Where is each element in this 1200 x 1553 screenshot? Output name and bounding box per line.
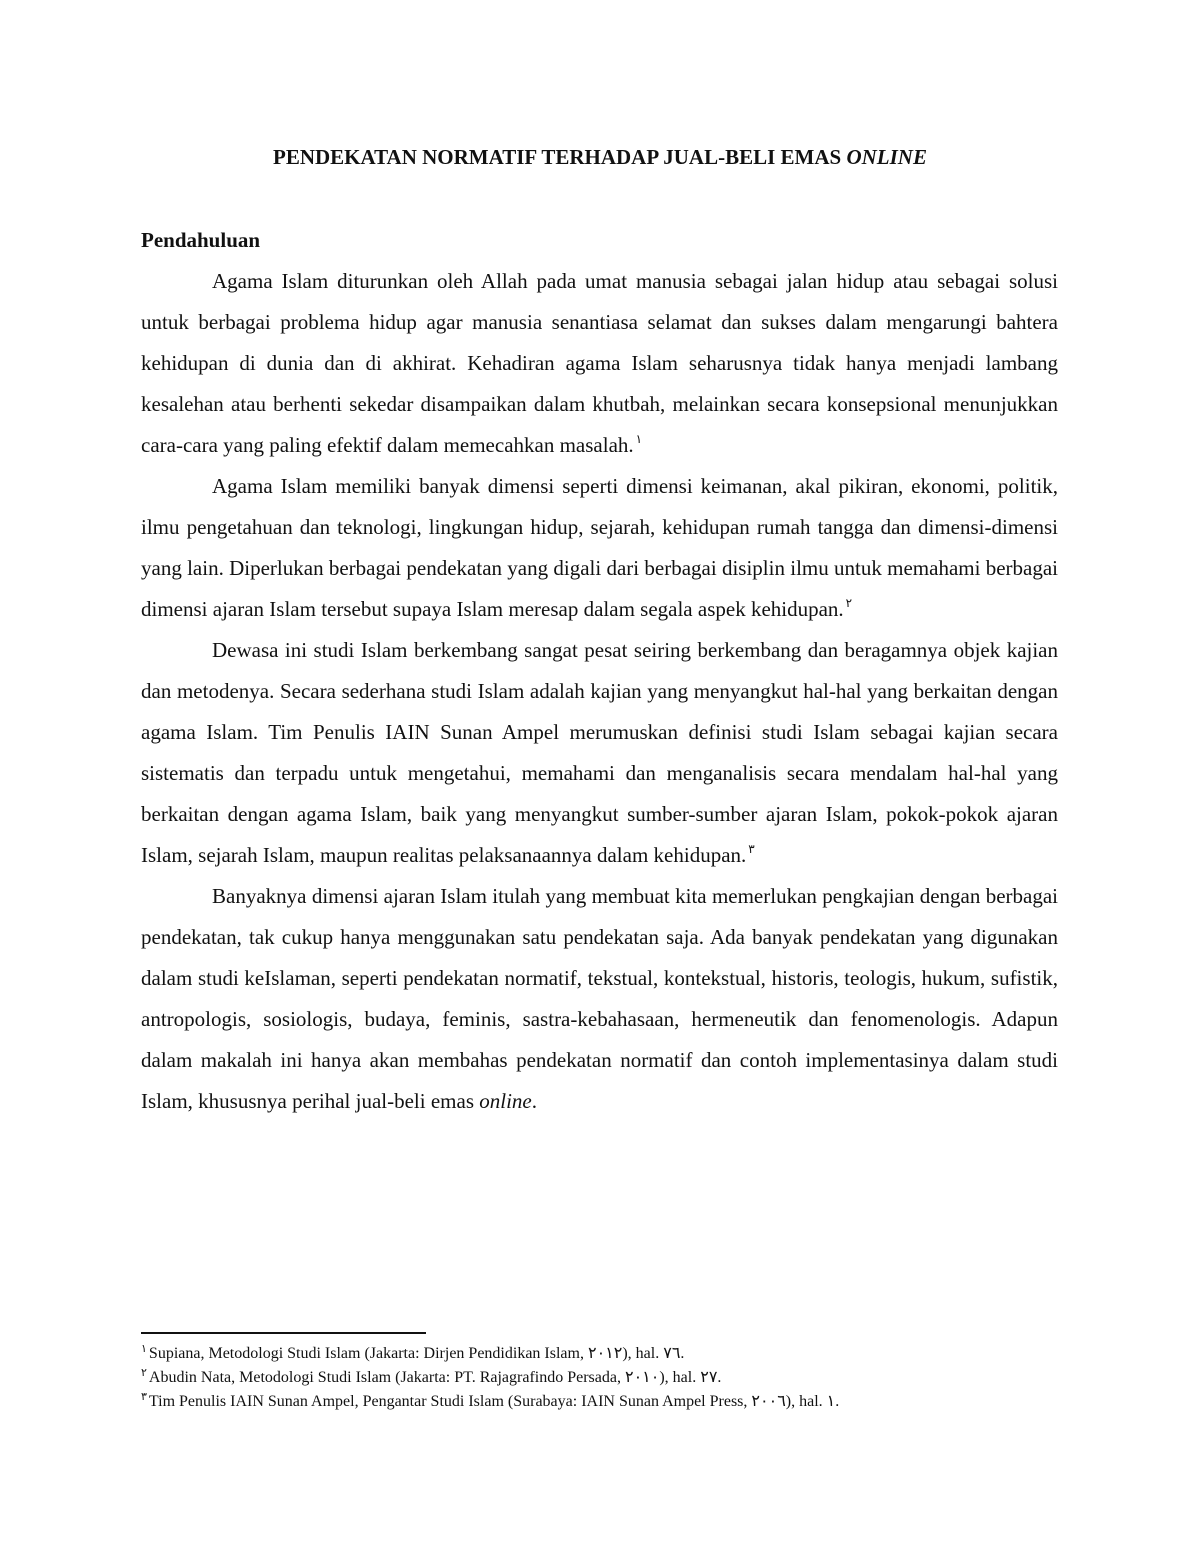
footnote-marker: ١	[141, 1343, 147, 1355]
paragraph	[141, 630, 1058, 876]
footnote	[141, 1390, 1058, 1414]
footnote-reference: ٣	[748, 842, 755, 856]
section-heading: Pendahuluan	[141, 228, 261, 252]
paragraph-text: Agama Islam memiliki banyak dimensi seperti dimensi keimanan, akal pikiran, ekonomi, politik, ilmu pengetahuan dan teknologi, lingkungan hidup, sejarah, kehidupan rumah tangga dan dimensi-dimensi yang lain. Diperlukan berbagai pendekatan yang digali dari berbagai disiplin ilmu untuk memahami berbagai dimensi ajaran Islam tersebut supaya Islam meresap dalam segala aspek kehidupan.	[141, 474, 1058, 621]
body-text	[141, 261, 1058, 1122]
footnote-reference: ١	[635, 432, 643, 446]
footnote	[141, 1366, 1058, 1390]
footnote-text: Tim Penulis IAIN Sunan Ampel, Pengantar Studi Islam (Surabaya: IAIN Sunan Ampel Press, ٢٠٠٦), hal. ١.	[148, 1393, 840, 1410]
paragraph-text: Dewasa ini studi Islam berkembang sangat pesat seiring berkembang dan beragamnya objek kajian dan metodenya. Secara sederhana studi Islam adalah kajian yang menyangkut hal-hal yang berkaitan dengan agama Islam. Tim Penulis IAIN Sunan Ampel merumuskan definisi studi Islam sebagai kajian secara sistematis dan terpadu untuk mengetahui, memahami dan menganalisis secara mendalam hal-hal yang berkaitan dengan agama Islam, baik yang menyangkut sumber-sumber ajaran Islam, pokok-pokok ajaran Islam, sejarah Islam, maupun realitas pelaksanaannya dalam kehidupan.	[141, 638, 1058, 867]
footnote	[141, 1342, 1058, 1366]
end-punctuation: .	[531, 1089, 537, 1113]
title-main: PENDEKATAN NORMATIF TERHADAP JUAL-BELI EMAS	[273, 145, 842, 169]
paragraph	[141, 261, 1058, 466]
footnote-separator	[141, 1332, 426, 1334]
paragraph	[141, 876, 1058, 1122]
document-title	[140, 141, 1060, 173]
paragraph	[141, 466, 1058, 630]
title-italic: ONLINE	[846, 145, 927, 169]
italic-word: online	[479, 1089, 532, 1113]
paragraph-text: Banyaknya dimensi ajaran Islam itulah yang membuat kita memerlukan pengkajian dengan berbagai pendekatan, tak cukup hanya menggunakan satu pendekatan saja. Ada banyak pendekatan yang digunakan dalam studi keIslaman, seperti pendekatan normatif, tekstual, kontekstual, historis, teologis, hukum, sufistik, antropologis, sosiologis, budaya, feminis, sastra-kebahasaan, hermeneutik dan fenomenologis. Adapun dalam makalah ini hanya akan membahas pendekatan normatif dan contoh implementasinya dalam studi Islam, khususnya perihal jual-beli emas	[141, 884, 1058, 1113]
paragraph-text: Agama Islam diturunkan oleh Allah pada umat manusia sebagai jalan hidup atau sebagai solusi untuk berbagai problema hidup agar manusia senantiasa selamat dan sukses dalam mengarungi bahtera kehidupan di dunia dan di akhirat. Kehadiran agama Islam seharusnya tidak hanya menjadi lambang kesalehan atau berhenti sekedar disampaikan dalam khutbah, melainkan secara konsepsional menunjukkan cara-cara yang paling efektif dalam memecahkan masalah.	[141, 269, 1058, 457]
footnote-marker: ٢	[141, 1367, 147, 1379]
footnote-text: Supiana, Metodologi Studi Islam (Jakarta: Dirjen Pendidikan Islam, ٢٠١٢), hal. ٧٦.	[148, 1345, 685, 1362]
footnote-marker: ٣	[141, 1391, 147, 1403]
footnote-text: Abudin Nata, Metodologi Studi Islam (Jakarta: PT. Rajagrafindo Persada, ٢٠١٠), hal. ٢٧.	[148, 1369, 722, 1386]
footnotes	[141, 1342, 1058, 1414]
footnote-reference: ٢	[845, 596, 853, 610]
